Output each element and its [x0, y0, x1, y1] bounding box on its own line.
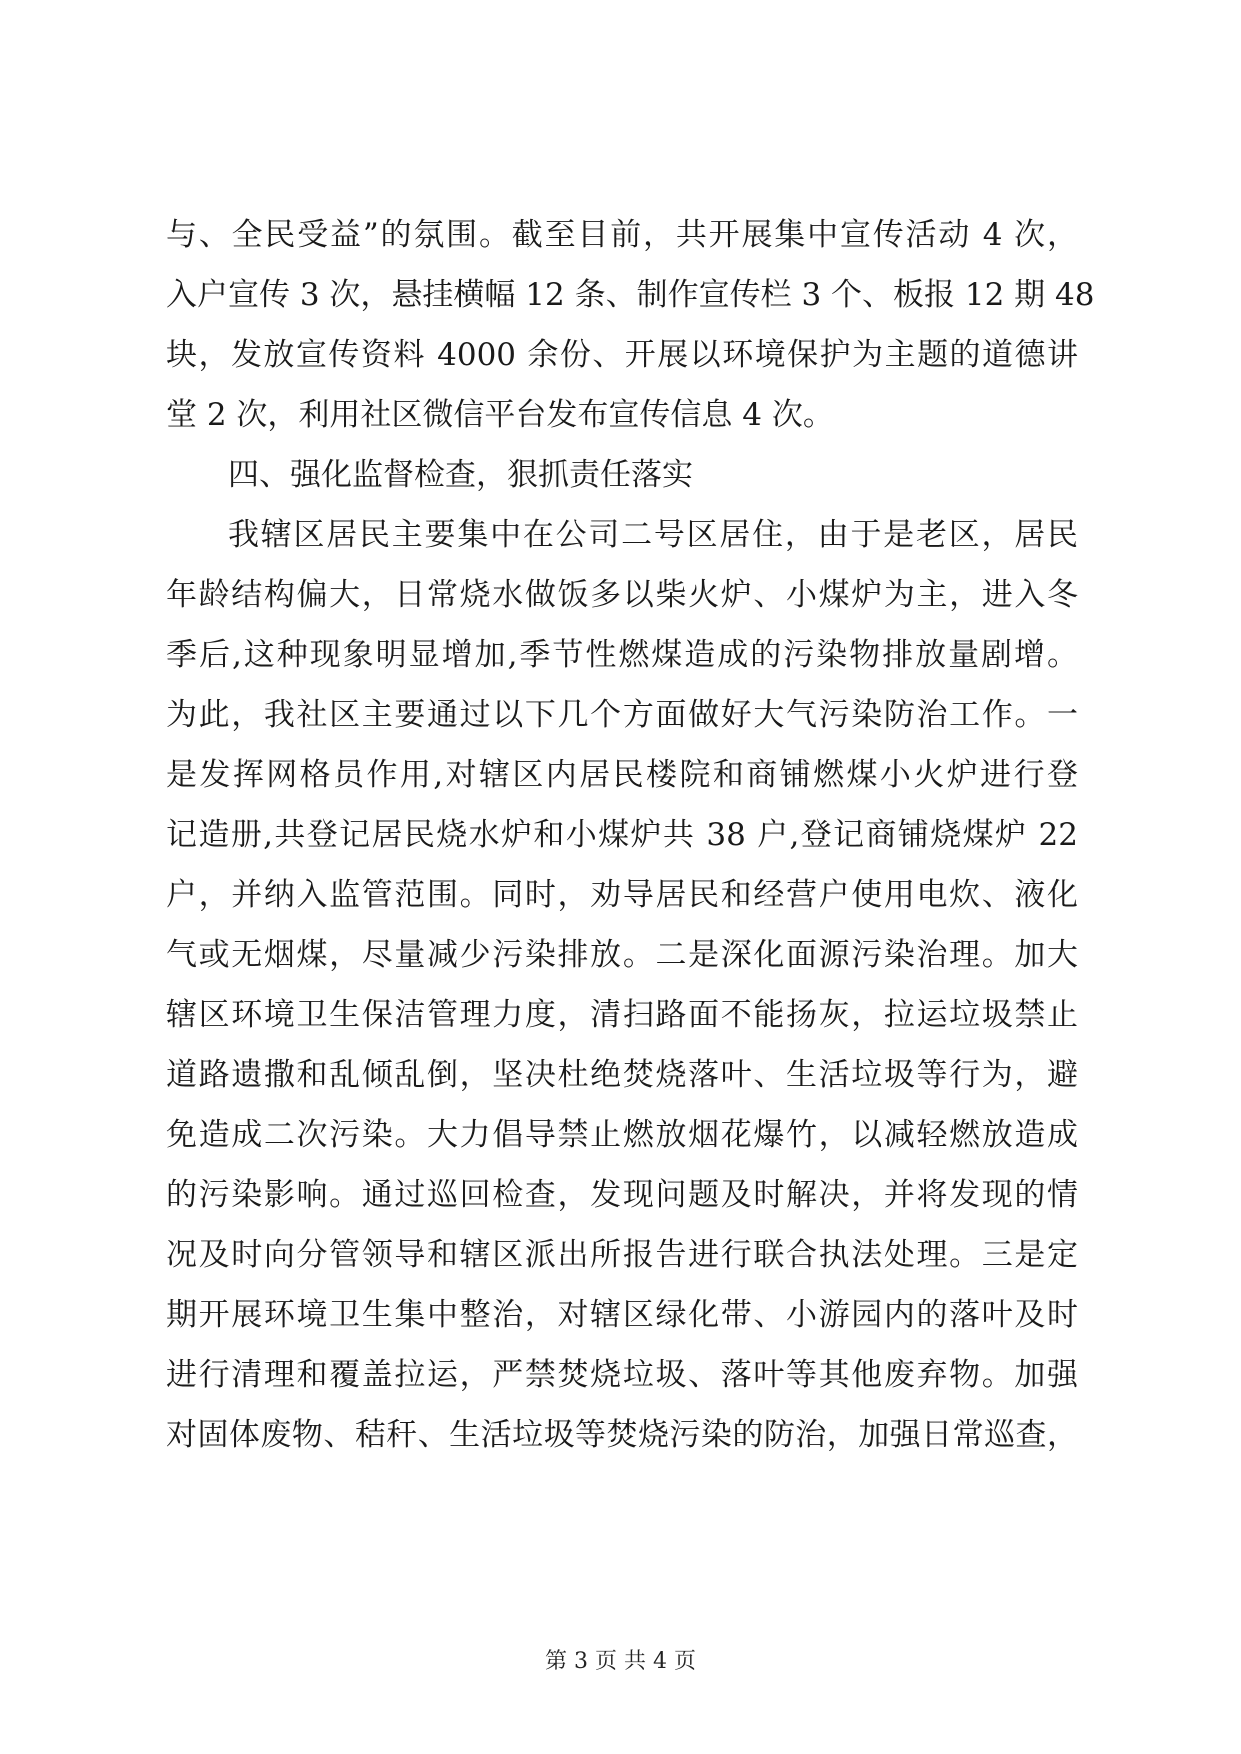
page-footer: 第 3 页 共 4 页 — [545, 1649, 696, 1674]
text-line: 免造成二次污染。大力倡导禁止燃放烟花爆竹，以减轻燃放造成 — [166, 1117, 1078, 1153]
text-line: 况及时向分管领导和辖区派出所报告进行联合执法处理。三是定 — [166, 1237, 1078, 1273]
text-line: 为此，我社区主要通过以下几个方面做好大气污染防治工作。一 — [166, 697, 1078, 733]
text-line: 户，并纳入监管范围。同时，劝导居民和经营户使用电炊、液化 — [166, 877, 1078, 913]
text-line: 年龄结构偏大，日常烧水做饭多以柴火炉、小煤炉为主，进入冬 — [166, 577, 1078, 613]
text-line: 与、全民受益”的氛围。截至目前，共开展集中宣传活动 4 次， — [166, 217, 1078, 253]
text-line: 季后,这种现象明显增加,季节性燃煤造成的污染物排放量剧增。 — [166, 637, 1078, 673]
text-line: 记造册,共登记居民烧水炉和小煤炉共 38 户,登记商铺烧煤炉 22 — [166, 817, 1078, 853]
section-heading: 四、强化监督检查，狠抓责任落实 — [228, 457, 693, 493]
text-line: 入户宣传 3 次，悬挂横幅 12 条、制作宣传栏 3 个、板报 12 期 48 — [166, 277, 1095, 313]
body-text — [166, 205, 1095, 1465]
text-line: 是发挥网格员作用,对辖区内居民楼院和商铺燃煤小火炉进行登 — [166, 757, 1078, 793]
text-line: 辖区环境卫生保洁管理力度，清扫路面不能扬灰，拉运垃圾禁止 — [166, 997, 1078, 1033]
text-line: 气或无烟煤，尽量减少污染排放。二是深化面源污染治理。加大 — [166, 937, 1078, 973]
text-line: 进行清理和覆盖拉运，严禁焚烧垃圾、落叶等其他废弃物。加强 — [166, 1357, 1078, 1393]
text-line: 块，发放宣传资料 4000 余份、开展以环境保护为主题的道德讲 — [166, 337, 1078, 373]
text-line: 的污染影响。通过巡回检查，发现问题及时解决，并将发现的情 — [166, 1177, 1078, 1213]
text-line: 道路遗撒和乱倾乱倒，坚决杜绝焚烧落叶、生活垃圾等行为，避 — [166, 1057, 1078, 1093]
text-line: 堂 2 次，利用社区微信平台发布宣传信息 4 次。 — [166, 397, 834, 433]
text-line: 我辖区居民主要集中在公司二号区居住，由于是老区，居民 — [228, 517, 1078, 553]
text-line: 期开展环境卫生集中整治，对辖区绿化带、小游园内的落叶及时 — [166, 1297, 1078, 1333]
text-line: 对固体废物、秸秆、生活垃圾等焚烧污染的防治，加强日常巡查， — [166, 1417, 1078, 1453]
